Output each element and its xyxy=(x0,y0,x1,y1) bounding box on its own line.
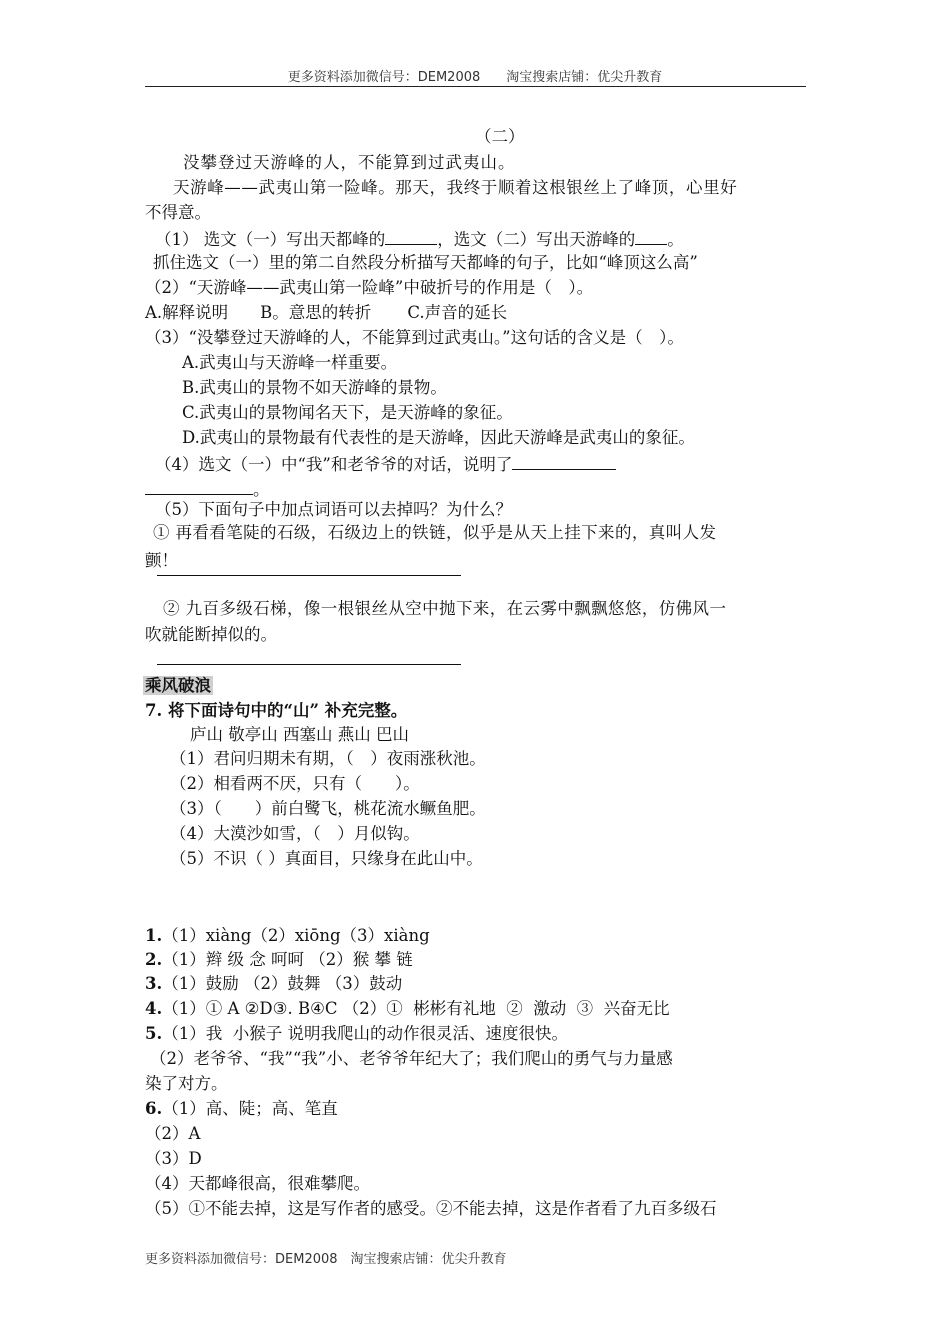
answer-text: （1）xiàng（2）xiōng（3）xiàng xyxy=(162,926,430,945)
answer-blank[interactable] xyxy=(145,477,253,495)
answer-6-part-5: （5）①不能去掉，这是写作者的感受。②不能去掉，这是作者看了九百多级石 xyxy=(145,1199,717,1218)
question-1-part-a: （1） 选文（一）写出天都峰的 xyxy=(155,230,386,249)
question-7-item-1: （1）君问归期未有期，（ ）夜雨涨秋池。 xyxy=(170,749,486,768)
question-1-hint: 抓住选文（一）里的第二自然段分析描写天都峰的句子，比如“峰顶这么高” xyxy=(153,253,698,272)
question-5-sentence-2-end: 吹就能断掉似的。 xyxy=(145,625,277,644)
question-3-option-a[interactable]: A.武夷山与天游峰一样重要。 xyxy=(182,353,398,372)
answer-2 xyxy=(145,949,413,971)
answer-number: 4. xyxy=(145,999,163,1018)
question-7-title: 7. 将下面诗句中的“山” 补充完整。 xyxy=(145,701,408,720)
answer-5 xyxy=(145,1023,568,1045)
answer-blank[interactable] xyxy=(512,452,616,470)
answer-3 xyxy=(145,973,402,995)
answer-4 xyxy=(145,998,670,1020)
answer-text: （1）辫 级 念 呵呵 （2）猴 攀 链 xyxy=(162,950,413,969)
answer-text: （1）高、陡；高、笔直 xyxy=(162,1099,338,1118)
answer-number: 2. xyxy=(145,950,163,969)
option-c[interactable]: C.声音的延长 xyxy=(407,303,508,322)
page-header: 更多资料添加微信号：DEM2008 淘宝搜索店铺：优尖升教育 xyxy=(287,70,663,85)
question-4-continuation xyxy=(145,477,270,501)
question-1-part-b: ，选文（二）写出天游峰的 xyxy=(437,230,636,249)
section-title: （二） xyxy=(475,127,525,146)
question-2-options xyxy=(145,302,507,324)
question-5-sentence-1-end: 颤！ xyxy=(145,551,178,570)
option-b[interactable]: B。意思的转折 xyxy=(260,303,372,322)
question-2-stem: （2）“天游峰——武夷山第一险峰”中破折号的作用是（ ）。 xyxy=(145,278,594,297)
question-3-option-d[interactable]: D.武夷山的景物最有代表性的是天游峰，因此天游峰是武夷山的象征。 xyxy=(182,428,695,447)
question-3-stem: （3）“没攀登过天游峰的人，不能算到过武夷山。”这句话的含义是（ ）。 xyxy=(145,328,684,347)
question-5-sentence-2: ② 九百多级石梯，像一根银丝从空中抛下来，在云雾中飘飘悠悠，仿佛风一 xyxy=(163,599,727,618)
answer-6-part-3: （3）D xyxy=(145,1149,202,1168)
answer-5-part-3: 染了对方。 xyxy=(145,1074,228,1093)
answer-6 xyxy=(145,1098,338,1120)
header-rule xyxy=(145,86,806,87)
answer-6-part-2: （2）A xyxy=(145,1124,201,1143)
answer-line[interactable] xyxy=(157,664,461,665)
question-4-end: 。 xyxy=(253,480,270,499)
section-heading-text: 乘风破浪 xyxy=(145,676,211,695)
question-5-stem: （5）下面句子中加点词语可以去掉吗？为什么？ xyxy=(155,500,512,519)
answer-blank[interactable] xyxy=(385,227,437,245)
question-7-item-2: （2）相看两不厌，只有（ ）。 xyxy=(170,774,420,793)
question-7-options: 庐山 敬亭山 西塞山 燕山 巴山 xyxy=(190,725,409,744)
question-7-item-4: （4）大漠沙如雪，（ ）月似钩。 xyxy=(170,824,420,843)
answer-text: （1）① A ②D③. B④C （2）① 彬彬有礼地 ② 激动 ③ 兴奋无比 xyxy=(162,999,670,1018)
option-a[interactable]: A.解释说明 xyxy=(145,303,229,322)
answer-6-part-4: （4）天都峰很高，很难攀爬。 xyxy=(145,1174,370,1193)
answer-text: （1）我 小猴子 说明我爬山的动作很灵活、速度很快。 xyxy=(162,1024,568,1043)
question-3-option-c[interactable]: C.武夷山的景物闻名天下，是天游峰的象征。 xyxy=(182,403,513,422)
question-3-option-b[interactable]: B.武夷山的景物不如天游峰的景物。 xyxy=(182,378,447,397)
answer-blank[interactable] xyxy=(635,227,667,245)
answer-number: 3. xyxy=(145,974,163,993)
section-heading xyxy=(143,675,213,697)
answer-text: （1）鼓励 （2）鼓舞 （3）鼓动 xyxy=(162,974,403,993)
passage-line-2: 天游峰——武夷山第一险峰。那天，我终于顺着这根银丝上了峰顶，心里好 xyxy=(173,178,738,197)
answer-1 xyxy=(145,925,430,947)
page-footer: 更多资料添加微信号：DEM2008 淘宝搜索店铺：优尖升教育 xyxy=(145,1252,507,1267)
question-7-item-3: （3）（ ）前白鹭飞，桃花流水鳜鱼肥。 xyxy=(170,799,486,818)
answer-line[interactable] xyxy=(157,575,461,576)
answer-5-part-2: （2）老爷爷、“我”“我”小、老爷爷年纪大了；我们爬山的勇气与力量感 xyxy=(150,1049,673,1068)
answer-number: 6. xyxy=(145,1099,163,1118)
answer-number: 1. xyxy=(145,926,163,945)
passage-line-3: 不得意。 xyxy=(145,203,211,222)
answer-number: 5. xyxy=(145,1024,163,1043)
passage-line-1: 没攀登过天游峰的人，不能算到过武夷山。 xyxy=(183,153,516,172)
question-4-text: （4）选文（一）中“我”和老爷爷的对话，说明了 xyxy=(155,455,513,474)
question-4-stem xyxy=(155,452,616,476)
question-7-item-5: （5）不识（ ）真面目，只缘身在此山中。 xyxy=(170,849,483,868)
question-1 xyxy=(155,227,684,251)
question-5-sentence-1: ① 再看看笔陡的石级，石级边上的铁链，似乎是从天上挂下来的，真叫人发 xyxy=(153,523,717,542)
question-1-part-c: 。 xyxy=(667,230,684,249)
